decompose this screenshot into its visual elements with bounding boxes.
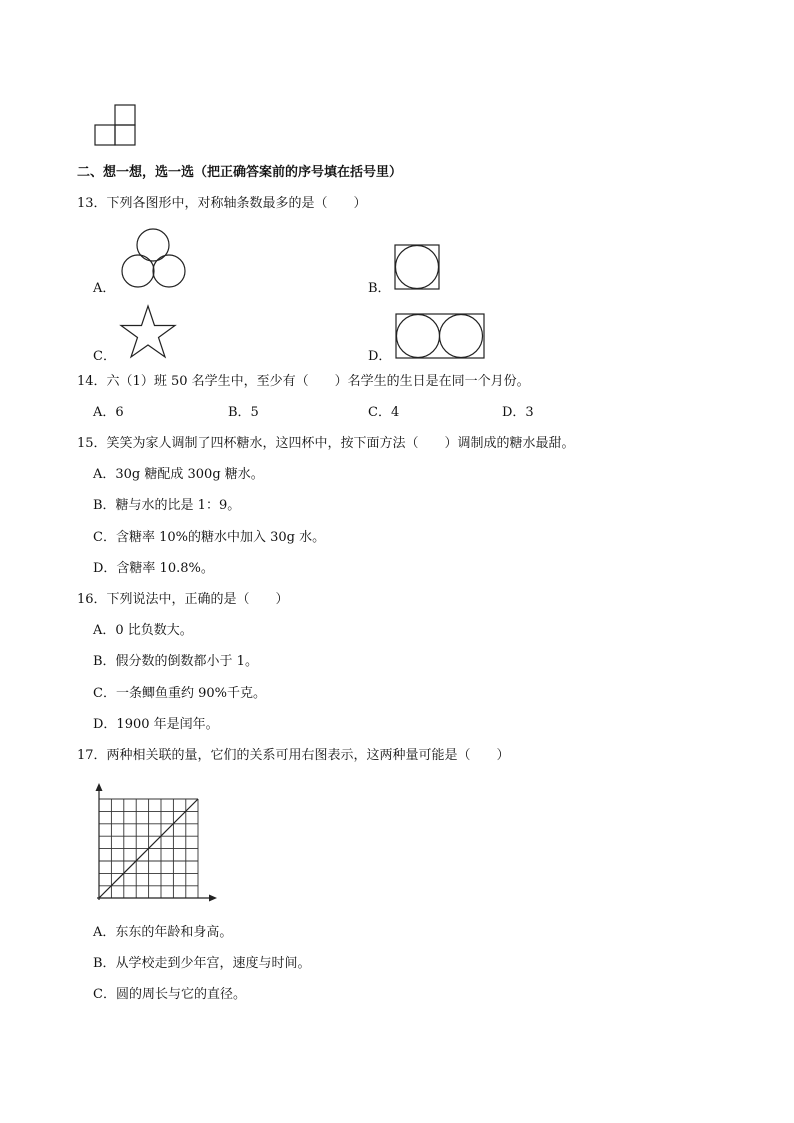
q15-option-b: B．糖与水的比是 1：9。 bbox=[93, 498, 241, 513]
y-axis-arrow-icon bbox=[96, 783, 103, 791]
q14-option-b: B．5 bbox=[228, 405, 259, 420]
q13-option-c-label: C． bbox=[93, 349, 116, 364]
q13-option-d-label: D． bbox=[368, 349, 392, 364]
q16-option-d: D．1900 年是闰年。 bbox=[93, 717, 219, 732]
question-16-stem: 16．下列说法中，正确的是（ ） bbox=[77, 592, 289, 607]
q14-option-a: A．6 bbox=[93, 405, 124, 420]
q14-option-c: C．4 bbox=[368, 405, 400, 420]
q15-option-a: A．30g 糖配成 300g 糖水。 bbox=[93, 467, 264, 482]
q16-option-a: A．0 比负数大。 bbox=[93, 623, 193, 638]
q16-option-c: C．一条鲫鱼重约 90%千克。 bbox=[93, 686, 266, 701]
question-17-stem: 17．两种相关联的量，它们的关系可用右图表示，这两种量可能是（ ） bbox=[77, 748, 510, 763]
q17-option-b: B．从学校走到少年宫，速度与时间。 bbox=[93, 956, 311, 971]
q15-option-d: D．含糖率 10.8%。 bbox=[93, 561, 214, 576]
q16-option-b: B．假分数的倒数都小于 1。 bbox=[93, 654, 258, 669]
two-circles-in-rectangle-figure bbox=[395, 313, 485, 359]
question-15-stem: 15．笑笑为家人调制了四杯糖水，这四杯中，按下面方法（ ）调制成的糖水最甜。 bbox=[77, 436, 575, 451]
question-14-stem: 14．六（1）班 50 名学生中，至少有（ ）名学生的生日是在同一个月份。 bbox=[77, 374, 530, 389]
q13-option-a-label: A． bbox=[93, 281, 116, 296]
q15-option-c: C．含糖率 10%的糖水中加入 30g 水。 bbox=[93, 530, 326, 545]
q17-option-c: C．圆的周长与它的直径。 bbox=[93, 987, 246, 1002]
q14-option-d: D．3 bbox=[502, 405, 534, 420]
section-heading: 二、想一想，选一选（把正确答案前的序号填在括号里） bbox=[77, 165, 403, 180]
three-circles-figure bbox=[121, 228, 187, 290]
block-view-figure bbox=[94, 104, 138, 146]
q13-option-b-label: B． bbox=[368, 281, 391, 296]
circle-in-square-figure bbox=[394, 244, 440, 290]
proportion-grid-graph bbox=[90, 782, 220, 908]
question-13-stem: 13．下列各图形中，对称轴条数最多的是（ ） bbox=[77, 196, 367, 211]
star-figure bbox=[120, 305, 176, 359]
q17-option-a: A．东东的年龄和身高。 bbox=[93, 925, 233, 940]
x-axis-arrow-icon bbox=[209, 895, 217, 902]
